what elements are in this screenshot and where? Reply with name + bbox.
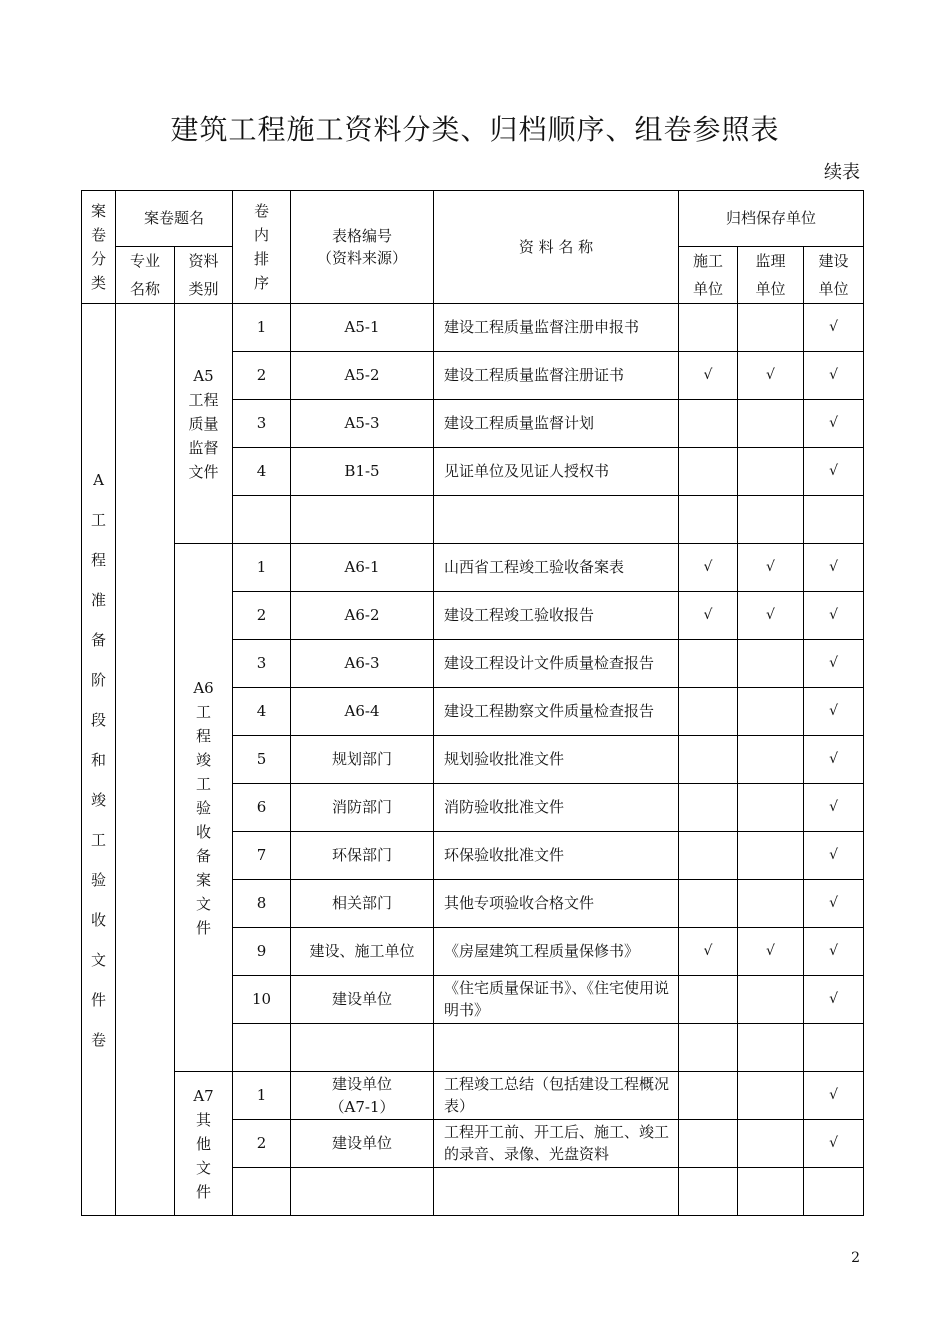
order-cell: 1 (233, 304, 291, 352)
form-code-cell: A6-3 (291, 640, 434, 688)
check-construction: √ (679, 928, 738, 976)
category-cell (82, 304, 116, 1216)
order-cell: 1 (233, 1072, 291, 1120)
check-supervision (738, 400, 804, 448)
form-code-cell: A6-2 (291, 592, 434, 640)
form-code-cell (291, 496, 434, 544)
form-code-cell: 消防部门 (291, 784, 434, 832)
check-construction (679, 448, 738, 496)
header-volume-title: 案卷题名 (116, 191, 233, 247)
order-cell: 3 (233, 640, 291, 688)
check-construction (679, 640, 738, 688)
material-type-label: A5 工程 质量 监督 文件 (188, 366, 219, 481)
check-construction (679, 304, 738, 352)
header-unit-owner: 建设 单位 (804, 247, 864, 304)
check-construction (679, 880, 738, 928)
check-owner: √ (804, 784, 864, 832)
form-code-cell: 规划部门 (291, 736, 434, 784)
check-supervision (738, 1024, 804, 1072)
check-supervision: √ (738, 544, 804, 592)
check-supervision (738, 640, 804, 688)
order-cell: 3 (233, 400, 291, 448)
order-cell (233, 496, 291, 544)
form-code-cell: 环保部门 (291, 832, 434, 880)
form-code-cell: A6-4 (291, 688, 434, 736)
check-construction (679, 976, 738, 1024)
header-category: 案 卷 分 类 (82, 191, 116, 304)
order-cell: 9 (233, 928, 291, 976)
form-code-cell: 建设单位 (291, 1120, 434, 1168)
table-header (82, 191, 864, 304)
check-supervision (738, 496, 804, 544)
check-construction (679, 832, 738, 880)
check-construction: √ (679, 544, 738, 592)
check-supervision (738, 688, 804, 736)
material-name-cell: 建设工程质量监督注册申报书 (434, 304, 679, 352)
header-unit-construction: 施工 单位 (679, 247, 738, 304)
form-code-cell: A5-3 (291, 400, 434, 448)
order-cell: 2 (233, 352, 291, 400)
archive-table (81, 190, 864, 1216)
material-name-cell (434, 496, 679, 544)
form-code-cell: A6-1 (291, 544, 434, 592)
check-owner (804, 1168, 864, 1216)
table-body (82, 304, 864, 1216)
order-cell (233, 1168, 291, 1216)
check-construction (679, 1072, 738, 1120)
header-material-name: 资 料 名 称 (434, 191, 679, 304)
major-name-cell (116, 304, 175, 1216)
check-owner: √ (804, 832, 864, 880)
material-name-cell: 《住宅质量保证书》、《住宅使用说明书》 (434, 976, 679, 1024)
order-cell: 2 (233, 1120, 291, 1168)
check-owner: √ (804, 640, 864, 688)
check-supervision (738, 448, 804, 496)
order-cell: 4 (233, 688, 291, 736)
order-cell: 2 (233, 592, 291, 640)
check-owner: √ (804, 400, 864, 448)
order-cell: 7 (233, 832, 291, 880)
form-code-cell: 建设、施工单位 (291, 928, 434, 976)
material-name-cell: 消防验收批准文件 (434, 784, 679, 832)
check-owner: √ (804, 1120, 864, 1168)
page-number: 2 (851, 1250, 860, 1266)
material-name-cell (434, 1024, 679, 1072)
check-construction: √ (679, 592, 738, 640)
header-unit-supervision: 监理 单位 (738, 247, 804, 304)
check-owner: √ (804, 688, 864, 736)
check-supervision (738, 832, 804, 880)
check-supervision (738, 1072, 804, 1120)
check-owner: √ (804, 880, 864, 928)
check-supervision: √ (738, 352, 804, 400)
check-owner: √ (804, 928, 864, 976)
check-construction (679, 688, 738, 736)
material-type-cell (175, 304, 233, 544)
form-code-cell: A5-2 (291, 352, 434, 400)
order-cell: 10 (233, 976, 291, 1024)
check-supervision (738, 976, 804, 1024)
check-construction (679, 1024, 738, 1072)
material-name-cell: 建设工程竣工验收报告 (434, 592, 679, 640)
order-cell: 5 (233, 736, 291, 784)
header-form-code (291, 191, 434, 304)
form-code-cell: 建设单位 （A7-1） (291, 1072, 434, 1120)
form-code-cell (291, 1024, 434, 1072)
material-name-cell: 山西省工程竣工验收备案表 (434, 544, 679, 592)
check-owner: √ (804, 976, 864, 1024)
material-name-cell: 建设工程质量监督计划 (434, 400, 679, 448)
check-construction (679, 784, 738, 832)
check-supervision (738, 736, 804, 784)
header-archive-units: 归档保存单位 (679, 191, 864, 247)
check-owner: √ (804, 736, 864, 784)
table-row (82, 1072, 864, 1120)
check-owner: √ (804, 352, 864, 400)
material-name-cell: 见证单位及见证人授权书 (434, 448, 679, 496)
check-supervision: √ (738, 928, 804, 976)
check-construction (679, 736, 738, 784)
order-cell: 8 (233, 880, 291, 928)
order-cell (233, 1024, 291, 1072)
check-owner: √ (804, 592, 864, 640)
check-owner (804, 496, 864, 544)
form-code-cell: 相关部门 (291, 880, 434, 928)
check-supervision (738, 1120, 804, 1168)
order-cell: 4 (233, 448, 291, 496)
material-name-cell: 规划验收批准文件 (434, 736, 679, 784)
material-type-label: A7 其 他 文 件 (193, 1086, 214, 1201)
check-supervision (738, 880, 804, 928)
material-type-label: A6 工 程 竣 工 验 收 备 案 文 件 (193, 678, 214, 937)
header-major-name: 专业 名称 (116, 247, 175, 304)
material-name-cell: 工程开工前、开工后、施工、竣工的录音、录像、光盘资料 (434, 1120, 679, 1168)
check-construction (679, 1168, 738, 1216)
material-name-cell: 环保验收批准文件 (434, 832, 679, 880)
material-type-cell (175, 1072, 233, 1216)
form-code-cell: B1-5 (291, 448, 434, 496)
check-owner: √ (804, 304, 864, 352)
form-code-cell: A5-1 (291, 304, 434, 352)
form-code-cell: 建设单位 (291, 976, 434, 1024)
order-cell: 1 (233, 544, 291, 592)
header-form-code-label: 表格编号 (332, 226, 393, 245)
check-construction (679, 1120, 738, 1168)
material-name-cell: 《房屋建筑工程质量保修书》 (434, 928, 679, 976)
check-owner: √ (804, 448, 864, 496)
check-supervision: √ (738, 592, 804, 640)
check-owner: √ (804, 544, 864, 592)
material-name-cell: 工程竣工总结（包括建设工程概况表） (434, 1072, 679, 1120)
material-name-cell (434, 1168, 679, 1216)
check-construction (679, 496, 738, 544)
continued-label: 续表 (824, 162, 860, 183)
check-owner: √ (804, 1072, 864, 1120)
page-title: 建筑工程施工资料分类、归档顺序、组卷参照表 (170, 113, 780, 146)
check-supervision (738, 784, 804, 832)
check-supervision (738, 304, 804, 352)
form-code-cell (291, 1168, 434, 1216)
category-label: A 工 程 准 备 阶 段 和 竣 工 验 收 文 件 卷 (90, 470, 106, 1049)
material-type-cell (175, 544, 233, 1072)
header-order: 卷 内 排 序 (233, 191, 291, 304)
header-material-type: 资料 类别 (175, 247, 233, 304)
material-name-cell: 建设工程勘察文件质量检查报告 (434, 688, 679, 736)
material-name-cell: 其他专项验收合格文件 (434, 880, 679, 928)
check-construction: √ (679, 352, 738, 400)
check-owner (804, 1024, 864, 1072)
material-name-cell: 建设工程设计文件质量检查报告 (434, 640, 679, 688)
order-cell: 6 (233, 784, 291, 832)
check-supervision (738, 1168, 804, 1216)
header-form-code-source: （资料来源） (317, 249, 408, 267)
table-row (82, 304, 864, 352)
material-name-cell: 建设工程质量监督注册证书 (434, 352, 679, 400)
check-construction (679, 400, 738, 448)
table-row (82, 544, 864, 592)
